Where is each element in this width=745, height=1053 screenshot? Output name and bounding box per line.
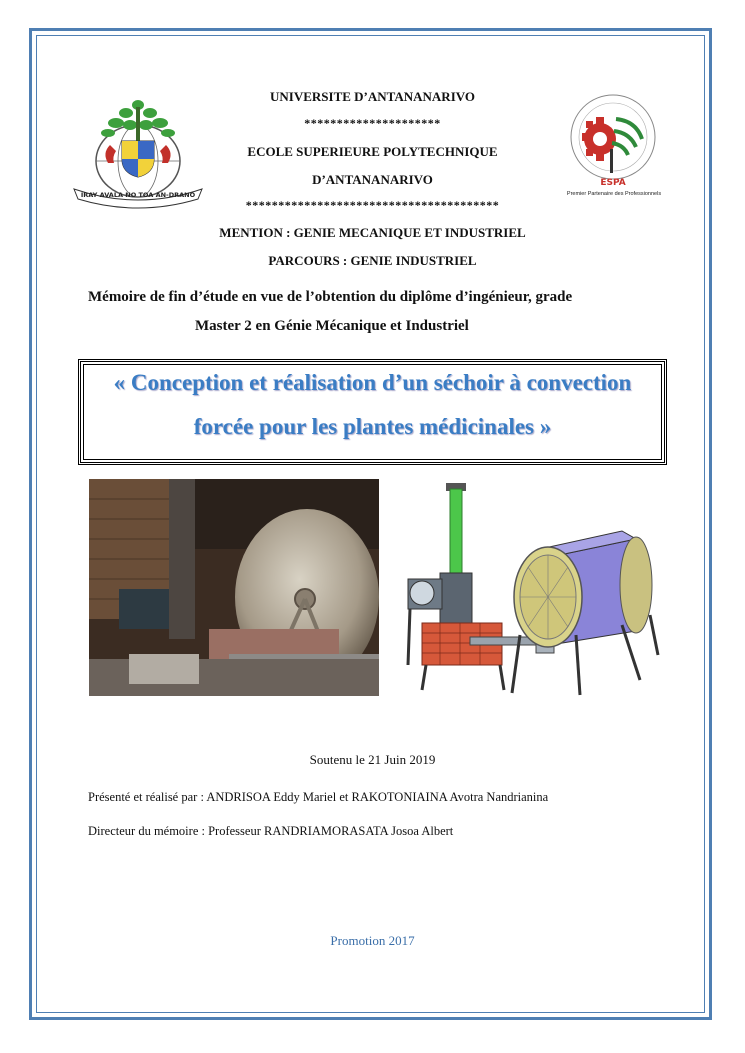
supervisor-line: Directeur du mémoire : Professeur RANDRIAMORASATA Josoa Albert [88,824,454,838]
thesis-title-line2: forcée pour les plantes médicinales » [193,414,552,439]
mention-line: MENTION : GENIE MECANIQUE ET INDUSTRIEL [219,225,526,240]
espa-caption: Premier Partenaire des Professionnels [566,191,662,197]
university-motto: IRAY AVALA NO TOA AN-DRANO [80,191,196,199]
thesis-title-line1: « Conception et réalisation d’un séchoir à convection [113,370,632,395]
dryer-cad-model [400,475,662,700]
espa-acronym: ESPA [600,178,626,188]
separator-stars-long: *************************************** [245,198,500,212]
university-name: UNIVERSITE D’ANTANANARIVO [270,89,475,104]
thesis-title-box [78,359,667,465]
defense-date: Soutenu le 21 Juin 2019 [309,752,436,767]
school-name-line2: D’ANTANANARIVO [312,172,433,187]
parcours-line: PARCOURS : GENIE INDUSTRIEL [268,253,477,268]
authors-line: Présenté et réalisé par : ANDRISOA Eddy Mariel et RAKOTONIAINA Avotra Nandrianina [88,790,549,804]
school-name-line1: ECOLE SUPERIEURE POLYTECHNIQUE [247,144,498,159]
promotion-year: Promotion 2017 [330,933,415,948]
dryer-photo [89,479,379,696]
memoire-description-line2: Master 2 en Génie Mécanique et Industriel [195,318,469,334]
separator-stars-short: ********************* [304,116,441,130]
memoire-description-line1: Mémoire de fin d’étude en vue de l’obtention du diplôme d’ingénieur, grade [88,289,573,305]
